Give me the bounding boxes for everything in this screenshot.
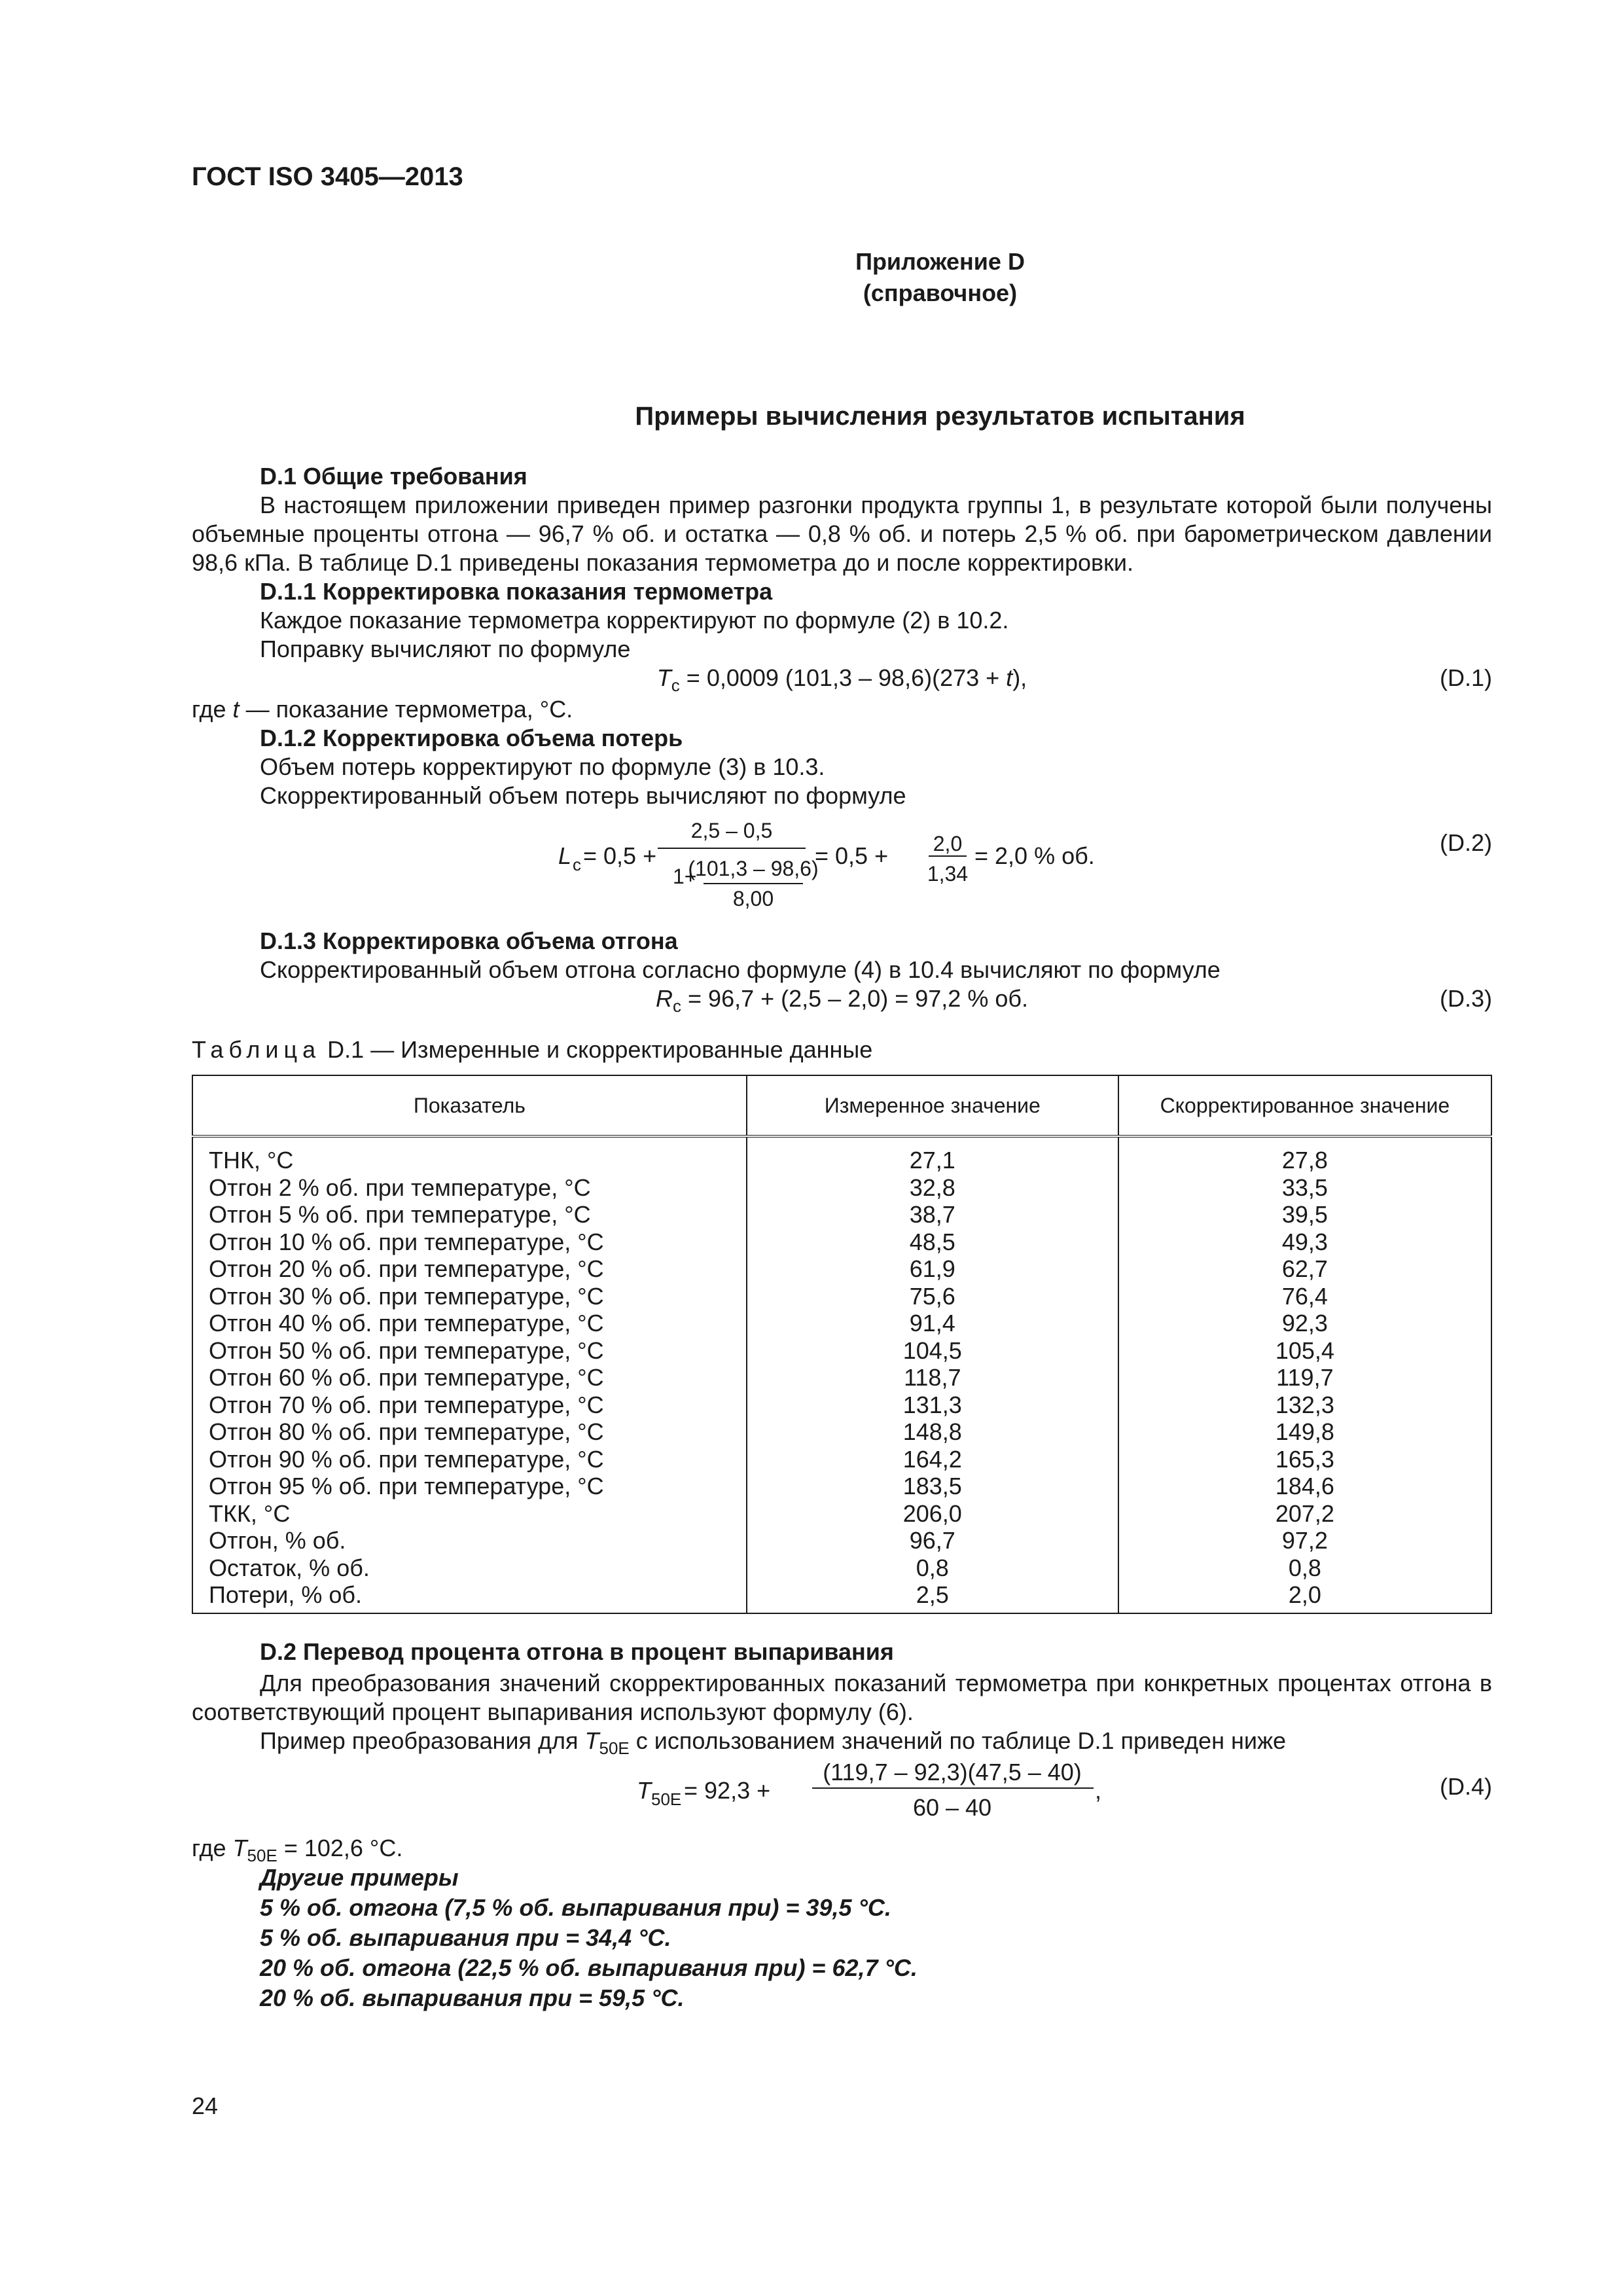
table-row (192, 1255, 1491, 1283)
table-cell-corrected: 105,4 (1118, 1337, 1491, 1365)
eq2-den-den: 8,00 (732, 887, 774, 910)
section-d2-heading: D.2 Перевод процента отгона в процент выпаривания (260, 1638, 894, 1665)
eq4-num: (119,7 – 92,3)(47,5 – 40) (823, 1758, 1082, 1785)
table-cell-indicator: Отгон 90 % об. при температуре, °С (192, 1446, 747, 1473)
other-example-1: 5 % об. отгона (7,5 % об. выпаривания при) = 39,5 °С. (260, 1893, 891, 1921)
table-cell-indicator: Отгон 10 % об. при температуре, °С (192, 1229, 747, 1256)
table-row (192, 1310, 1491, 1337)
table-row (192, 1283, 1491, 1310)
table-cell-corrected: 0,8 (1118, 1554, 1491, 1582)
table-cell-measured: 32,8 (747, 1174, 1118, 1202)
table-cell-measured: 118,7 (747, 1364, 1118, 1391)
equation-number-d1: (D.1) (1440, 664, 1492, 691)
eq1-var: t (1006, 664, 1013, 691)
table-body (192, 1136, 1491, 1613)
section-d1-paragraph: В настоящем приложении приведен пример разгонки продукта группы 1, в результате которой были получены объемные проценты отгона — 96,7 % об. и остатка — 0,8 % об. и потерь 2,5 % об. при барометрическом давлении 98,6 кПа. В таблице D.1 приведены показания термометра до и после корректировки. (192, 492, 1492, 576)
section-d13-text-1: Скорректированный объем отгона согласно формуле (4) в 10.4 вычисляют по формуле (260, 956, 1221, 983)
equation-number-d4: (D.4) (1440, 1772, 1492, 1800)
table-row (192, 1554, 1491, 1582)
table-row (192, 1229, 1491, 1256)
eq3-sub: c (673, 996, 682, 1016)
equation-d2-figure (558, 813, 1147, 911)
example-sub: 50E (599, 1738, 630, 1758)
table-cell-measured: 96,7 (747, 1527, 1118, 1554)
eq1-sub: c (671, 675, 680, 695)
table-cell-measured: 183,5 (747, 1473, 1118, 1500)
eq1-rhs-a: = 0,0009 (101,3 – 98,6)(273 + (679, 664, 1007, 691)
equation-d1 (192, 664, 1492, 695)
section-d13-heading: D.1.3 Корректировка объема отгона (260, 927, 678, 954)
eq1-rhs-b: ), (1012, 664, 1027, 691)
section-d11-heading: D.1.1 Корректировка показания термометра (260, 578, 773, 605)
eq4-a: = 92,3 + (684, 1776, 771, 1804)
eq2-num: 2,5 – 0,5 (690, 819, 773, 842)
section-d11-text-1: Каждое показание термометра корректируют по формуле (2) в 10.2. (260, 607, 1009, 634)
table-cell-corrected: 76,4 (1118, 1283, 1491, 1310)
table-cell-corrected: 49,3 (1118, 1229, 1491, 1256)
table-header-indicator: Показатель (192, 1075, 747, 1136)
table-header-corrected: Скорректированное значение (1118, 1075, 1491, 1136)
eq3-rhs: = 96,7 + (2,5 – 2,0) = 97,2 % об. (681, 985, 1028, 1012)
table-cell-corrected: 39,5 (1118, 1201, 1491, 1229)
eq2-a: = 0,5 + (583, 842, 657, 869)
table-cell-measured: 206,0 (747, 1500, 1118, 1528)
table-cell-corrected: 165,3 (1118, 1446, 1491, 1473)
table-cell-corrected: 132,3 (1118, 1391, 1491, 1419)
table-cell-measured: 104,5 (747, 1337, 1118, 1365)
table-cell-corrected: 97,2 (1118, 1527, 1491, 1554)
annex-title-block (192, 246, 1492, 309)
table-row (192, 1174, 1491, 1202)
where-t-prefix: где (192, 696, 233, 723)
equation-d4 (192, 1758, 1492, 1821)
eq4-comma: , (1095, 1776, 1102, 1804)
table-caption-text: D.1 — Измеренные и скорректированные данные (321, 1036, 873, 1063)
table-cell-measured: 75,6 (747, 1283, 1118, 1310)
table-cell-indicator: Отгон 60 % об. при температуре, °С (192, 1364, 747, 1391)
eq1-lhs: T (656, 664, 671, 691)
table-row (192, 1201, 1491, 1229)
example-var: T (584, 1727, 599, 1754)
table-cell-measured: 2,5 (747, 1581, 1118, 1613)
table-cell-corrected: 92,3 (1118, 1310, 1491, 1337)
table-cell-indicator: Отгон 40 % об. при температуре, °С (192, 1310, 747, 1337)
table-caption-label: Таблица (192, 1036, 321, 1063)
page-number: 24 (192, 2092, 219, 2119)
eq4-den: 60 – 40 (912, 1793, 992, 1821)
example-text-a: Пример преобразования для (260, 1727, 585, 1754)
annex-type: (справочное) (863, 279, 1018, 306)
table-header-measured: Измеренное значение (747, 1075, 1118, 1136)
table-cell-indicator: Отгон, % об. (192, 1527, 747, 1554)
equation-d2 (192, 813, 1492, 911)
equation-d3 (192, 984, 1492, 1016)
section-d2-example (192, 1727, 1492, 1758)
other-examples-heading: Другие примеры (260, 1863, 459, 1891)
other-example-2: 5 % об. выпаривания при = 34,4 °С. (260, 1924, 671, 1951)
table-cell-corrected: 33,5 (1118, 1174, 1491, 1202)
table-cell-indicator: Отгон 20 % об. при температуре, °С (192, 1255, 747, 1283)
where-t-var: t (232, 696, 240, 723)
data-table (192, 1075, 1492, 1614)
eq2-den2: 1,34 (927, 862, 969, 886)
eq2-lhs: L (558, 842, 572, 869)
equation-number-d2: (D.2) (1440, 829, 1492, 856)
eq2-den-pre: 1+ (673, 865, 697, 888)
section-d1-heading: D.1 Общие требования (260, 463, 527, 490)
table-cell-corrected: 27,8 (1118, 1136, 1491, 1174)
section-d11-text-2: Поправку вычисляют по формуле (260, 636, 631, 662)
table-row (192, 1446, 1491, 1473)
table-cell-indicator: Отгон 95 % об. при температуре, °С (192, 1473, 747, 1500)
eq2-den-num: (101,3 – 98,6) (688, 857, 819, 880)
eq2-sub: c (573, 855, 581, 874)
table-row (192, 1136, 1491, 1174)
table-cell-indicator: Потери, % об. (192, 1581, 747, 1613)
table-row (192, 1391, 1491, 1419)
other-example-4: 20 % об. выпаривания при = 59,5 °С. (260, 1984, 685, 2011)
table-cell-indicator: Отгон 30 % об. при температуре, °С (192, 1283, 747, 1310)
table-row (192, 1527, 1491, 1554)
eq2-b: = 0,5 + (815, 842, 889, 869)
table-cell-measured: 131,3 (747, 1391, 1118, 1419)
table-caption (192, 1035, 1492, 1064)
table-cell-measured: 91,4 (747, 1310, 1118, 1337)
table-cell-measured: 38,7 (747, 1201, 1118, 1229)
table-cell-measured: 48,5 (747, 1229, 1118, 1256)
table-cell-corrected: 2,0 (1118, 1581, 1491, 1613)
table-cell-indicator: Отгон 80 % об. при температуре, °С (192, 1418, 747, 1446)
section-d12-text-1: Объем потерь корректируют по формуле (3) в 10.3. (260, 753, 825, 780)
where-t-desc: — показание термометра, °С. (239, 696, 573, 723)
table-cell-indicator: ТКК, °С (192, 1500, 747, 1528)
table-cell-corrected: 184,6 (1118, 1473, 1491, 1500)
eq2-c: = 2,0 % об. (974, 842, 1095, 869)
table-header-row (192, 1075, 1491, 1136)
table-row (192, 1500, 1491, 1528)
section-d12-heading: D.1.2 Корректировка объема потерь (260, 725, 683, 751)
example-text-b: с использованием значений по таблице D.1 приведен ниже (629, 1727, 1287, 1754)
table-row (192, 1337, 1491, 1365)
table-cell-measured: 0,8 (747, 1554, 1118, 1582)
section-d2-paragraph: Для преобразования значений скорректированных показаний термометра при конкретных процентах отгона в соответствующий процент выпаривания используют формулу (6). (192, 1669, 1492, 1725)
table-cell-indicator: Отгон 5 % об. при температуре, °С (192, 1201, 747, 1229)
table-cell-measured: 27,1 (747, 1136, 1118, 1174)
table-row (192, 1418, 1491, 1446)
other-example-3: 20 % об. отгона (22,5 % об. выпаривания при) = 62,7 °С. (260, 1954, 918, 1981)
table-cell-indicator: Отгон 70 % об. при температуре, °С (192, 1391, 747, 1419)
eq4-lhs: T (637, 1776, 651, 1804)
table-cell-measured: 61,9 (747, 1255, 1118, 1283)
table-cell-indicator: Отгон 2 % об. при температуре, °С (192, 1174, 747, 1202)
equation-number-d3: (D.3) (1440, 985, 1492, 1012)
where-t50e-var: T (232, 1834, 247, 1861)
table-row (192, 1473, 1491, 1500)
annex-title: Приложение D (855, 248, 1025, 275)
table-cell-corrected: 149,8 (1118, 1418, 1491, 1446)
where-t (192, 695, 1492, 724)
table-row (192, 1364, 1491, 1391)
table-cell-corrected: 207,2 (1118, 1500, 1491, 1528)
eq2-num2: 2,0 (933, 832, 963, 855)
where-t50e (192, 1834, 1492, 1863)
annex-heading: Примеры вычисления результатов испытания (635, 402, 1245, 431)
table-cell-corrected: 119,7 (1118, 1364, 1491, 1391)
standard-header: ГОСТ ISO 3405—2013 (192, 162, 463, 191)
where-t50e-value: = 102,6 °С. (277, 1834, 403, 1861)
where-t50e-prefix: где (192, 1834, 233, 1861)
table-cell-indicator: Остаток, % об. (192, 1554, 747, 1582)
table-cell-corrected: 62,7 (1118, 1255, 1491, 1283)
table-cell-measured: 148,8 (747, 1418, 1118, 1446)
table-cell-indicator: Отгон 50 % об. при температуре, °С (192, 1337, 747, 1365)
section-d12-text-2: Скорректированный объем потерь вычисляют по формуле (260, 782, 906, 809)
table-row (192, 1581, 1491, 1613)
eq3-lhs: R (656, 985, 673, 1012)
equation-d4-figure (637, 1758, 1121, 1821)
table-cell-indicator: ТНК, °С (192, 1136, 747, 1174)
where-t50e-sub: 50E (247, 1845, 277, 1865)
eq4-sub: 50E (651, 1789, 682, 1809)
table-cell-measured: 164,2 (747, 1446, 1118, 1473)
